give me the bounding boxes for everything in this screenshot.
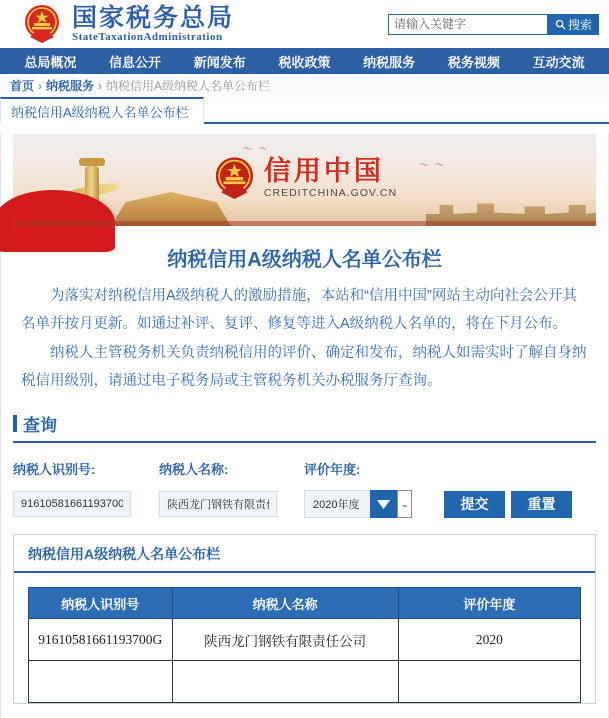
- banner-bottom-strip: [13, 221, 596, 226]
- article-paragraph: 纳税人主管税务机关负责纳税信用的评价、确定和发布，纳税人如需实时了解自身纳税信用级别，请通过电子税务局或主管税务机关办税服务厅查询。: [21, 344, 587, 389]
- query-section: [1, 411, 608, 518]
- taxpayer-id-input[interactable]: [13, 491, 131, 517]
- breadcrumb: [0, 74, 609, 97]
- site-title-en: StateTaxationAdministration: [72, 31, 223, 44]
- taxpayer-id-label: 纳税人识别号:: [13, 462, 96, 478]
- breadcrumb-separator: ›: [38, 78, 43, 93]
- banner-subtitle: CREDITCHINA.GOV.CN: [263, 187, 398, 200]
- results-table-wrap: [14, 573, 595, 703]
- query-form-labels: [13, 459, 596, 478]
- results-table: [28, 587, 581, 703]
- nav-item-tax-policy[interactable]: 税收政策: [278, 54, 331, 70]
- taxpayer-name-label: 纳税人名称:: [159, 462, 229, 478]
- search-icon: [555, 19, 566, 30]
- results-box: [13, 534, 596, 704]
- main-nav: [0, 48, 609, 74]
- national-emblem-logo: [22, 3, 62, 45]
- tab-bar-filler: [204, 97, 609, 124]
- breadcrumb-tax-service[interactable]: 纳税服务: [46, 79, 95, 93]
- table-header-row: [29, 588, 581, 619]
- cell-evaluation-year: 2020: [398, 619, 580, 661]
- col-header-evaluation-year: 评价年度: [398, 588, 580, 619]
- tab-bar: [0, 97, 609, 124]
- search-button[interactable]: [548, 14, 599, 35]
- nav-item-news[interactable]: 新闻发布: [193, 54, 246, 70]
- banner-text: [264, 157, 397, 199]
- results-header: [14, 535, 595, 573]
- dropdown-arrow-button[interactable]: [370, 490, 397, 518]
- query-buttons: [444, 491, 572, 518]
- breadcrumb-current: 纳税信用A级纳税人名单公布栏: [106, 79, 271, 93]
- evaluation-year-label: 评价年度:: [304, 462, 361, 478]
- evaluation-year-selected-value: 2020年度: [304, 490, 370, 518]
- table-row: [29, 661, 581, 703]
- birds-decoration: 〜 〜: [419, 160, 446, 170]
- site-title: 国家税务总局: [72, 3, 235, 32]
- nav-item-disclosure[interactable]: 信息公开: [109, 54, 162, 70]
- cell-taxpayer-id: 91610581661193700G: [29, 619, 173, 661]
- article-body: [1, 282, 608, 395]
- nav-item-tax-video[interactable]: 税务视频: [447, 54, 500, 70]
- banner-center: [212, 155, 397, 201]
- banner-national-emblem-icon: [212, 155, 256, 201]
- taxpayer-name-input[interactable]: [159, 491, 277, 517]
- birds-decoration: 〜 〜: [243, 144, 270, 154]
- results-title: 纳税信用A级纳税人名单公布栏: [28, 546, 221, 563]
- site-logo-text[interactable]: [72, 5, 234, 43]
- col-header-taxpayer-name: 纳税人名称: [172, 588, 398, 619]
- query-form-row: [13, 490, 596, 518]
- article-paragraph: 为落实对纳税信用A级纳税人的激励措施，本站和“信用中国”网站主动向社会公开其名单并按月更新。如通过补评、复评、修复等进入A级纳税人名单的，将在下月公布。: [21, 288, 577, 333]
- chevron-down-icon: ⌄: [400, 498, 409, 509]
- breadcrumb-separator: ›: [98, 78, 103, 93]
- submit-button[interactable]: 提交: [444, 491, 505, 518]
- credit-china-banner[interactable]: [13, 134, 596, 226]
- nav-item-interaction[interactable]: 互动交流: [532, 54, 585, 70]
- query-section-title: 查询: [23, 416, 57, 436]
- page-title: 纳税信用A级纳税人名单公布栏: [167, 249, 442, 271]
- cell-taxpayer-name: 陕西龙门钢铁有限责任公司: [172, 619, 398, 661]
- banner-title: 信用中国: [263, 156, 384, 187]
- nav-item-overview[interactable]: 总局概况: [24, 54, 77, 70]
- native-select-chevron[interactable]: [397, 490, 412, 518]
- reset-button[interactable]: 重置: [511, 491, 572, 518]
- site-header: [0, 0, 609, 48]
- evaluation-year-select[interactable]: [304, 490, 412, 518]
- table-row: [29, 619, 581, 661]
- tab-a-level-taxpayer-list[interactable]: 纳税信用A级纳税人名单公布栏: [0, 97, 204, 124]
- nav-item-tax-service[interactable]: 纳税服务: [363, 54, 416, 70]
- triangle-down-icon: [377, 500, 390, 509]
- header-search: [388, 14, 599, 35]
- breadcrumb-home[interactable]: 首页: [10, 79, 35, 93]
- section-accent-bar: [13, 415, 17, 432]
- search-input[interactable]: [388, 14, 548, 35]
- content-panel: [0, 134, 609, 718]
- search-button-label: 搜索: [567, 17, 592, 32]
- query-section-header: [13, 411, 596, 443]
- col-header-taxpayer-id: 纳税人识别号: [29, 588, 173, 619]
